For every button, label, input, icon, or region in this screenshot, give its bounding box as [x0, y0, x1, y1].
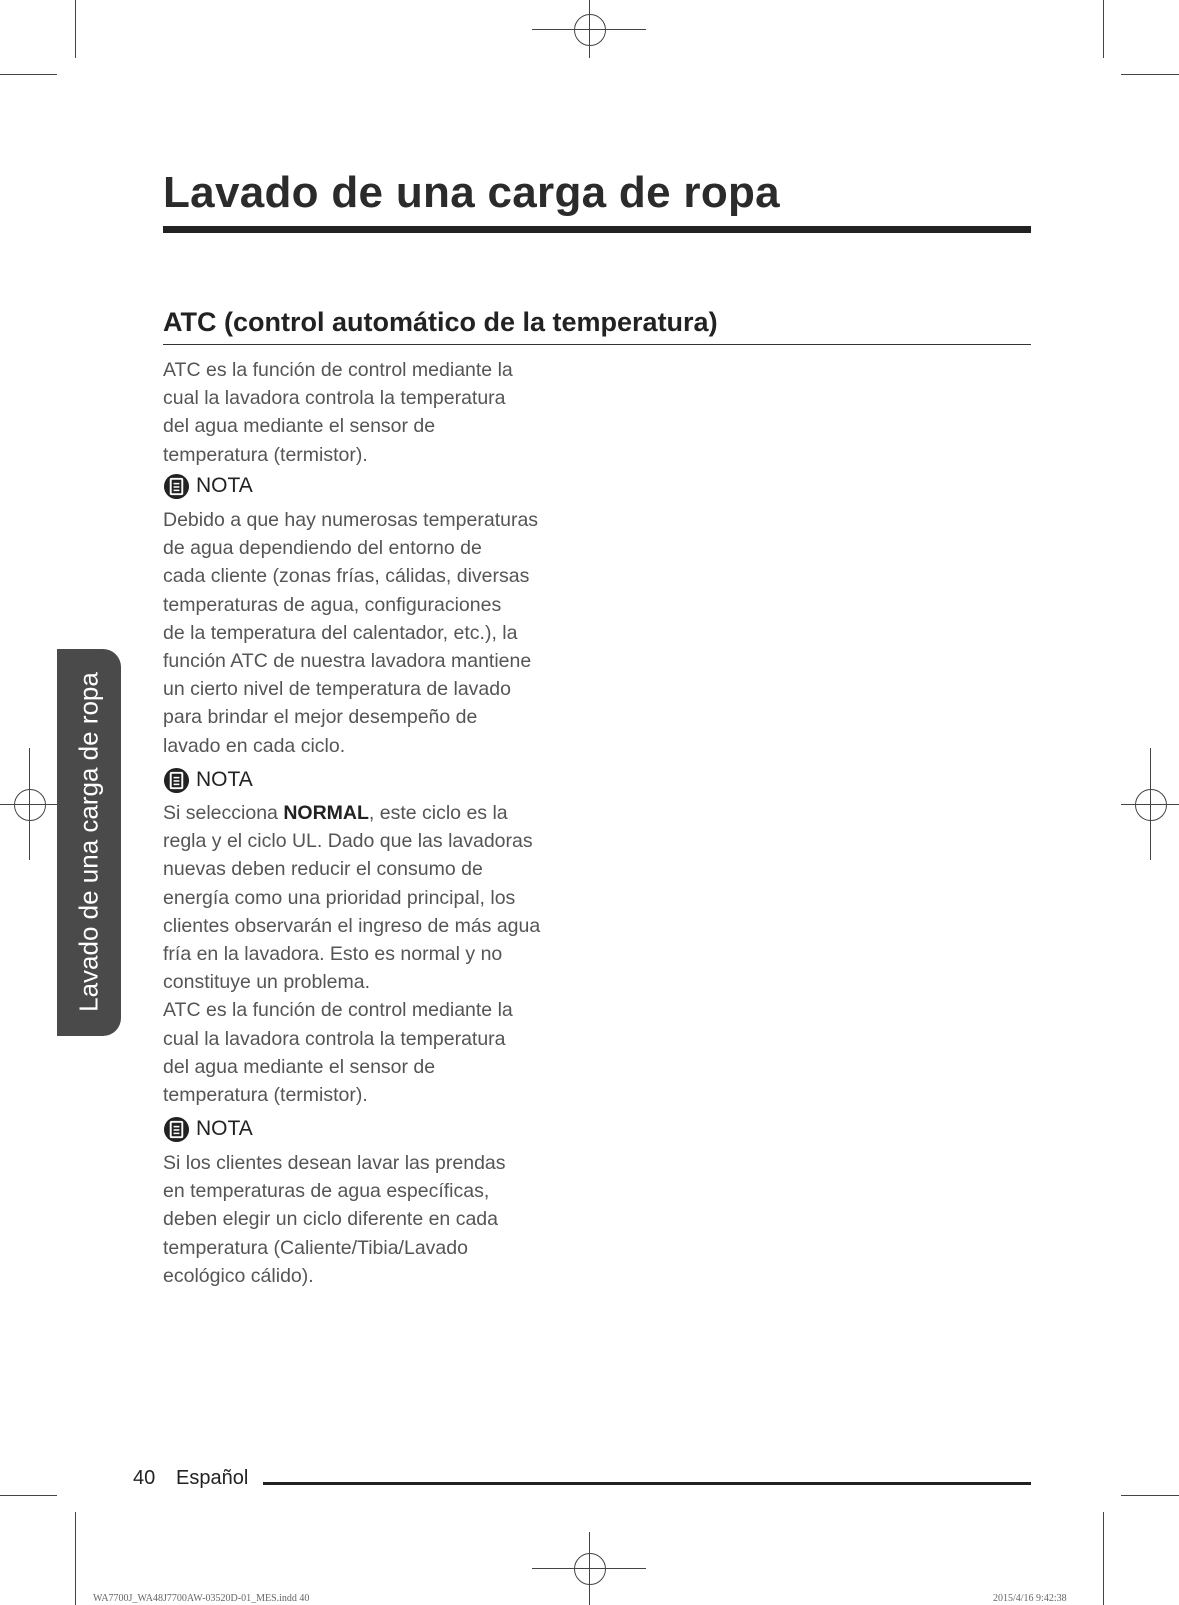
- footer-rule: [263, 1482, 1031, 1485]
- section-title: ATC (control automático de la temperatura): [163, 307, 718, 337]
- crop-mark: [75, 1512, 76, 1605]
- section-rule: [163, 344, 1031, 345]
- note-label: NOTA: [196, 1117, 253, 1140]
- note-text: Debido a que hay numerosas temperaturas de agua dependiendo del entorno de cada cliente (zonas frías, cálidas, diversas temperaturas de agua, configuraciones de la temperatura del calentador, etc.), la función ATC de nuestra lavadora mantiene un cierto nivel de temperatura de lavado para brindar el mejor desempeño de lavado en cada ciclo.: [163, 509, 539, 757]
- note-text: Si los clientes desean lavar las prendas en temperaturas de agua específicas, deben elegir un ciclo diferente en cada temperatura (Caliente/Tibia/Lavado ecológico cálido).: [163, 1152, 506, 1287]
- print-slug-file: WA7700J_WA48J7700AW-03520D-01_MES.indd 40: [93, 1593, 310, 1604]
- crop-mark: [1121, 1495, 1179, 1496]
- crop-mark: [0, 1495, 57, 1496]
- crop-mark: [75, 0, 76, 58]
- note-icon: [163, 1116, 190, 1143]
- print-slug-timestamp: 2015/4/16 9:42:38: [993, 1593, 1067, 1604]
- footer-language: Español: [176, 1467, 249, 1489]
- page-number: 40: [133, 1467, 156, 1489]
- note-label: NOTA: [196, 768, 253, 791]
- note-heading: [163, 471, 253, 501]
- intro-paragraph: ATC es la función de control mediante la cual la lavadora controla la temperatura del agua mediante el sensor de temperatura (termistor).: [163, 359, 513, 466]
- note-icon: [163, 767, 190, 794]
- registration-mark: [1135, 789, 1167, 821]
- note-heading: [163, 1114, 253, 1144]
- registration-mark: [574, 14, 606, 46]
- side-chapter-label: Lavado de una carga de ropa: [73, 672, 104, 1012]
- note-heading: [163, 765, 253, 795]
- cycle-name-normal: NORMAL: [283, 802, 369, 824]
- crop-mark: [1121, 74, 1179, 75]
- registration-mark: [574, 1553, 606, 1585]
- registration-mark: [14, 789, 46, 821]
- note-label: NOTA: [196, 474, 253, 497]
- page-title: Lavado de una carga de ropa: [163, 168, 780, 217]
- crop-mark: [1103, 0, 1104, 58]
- title-rule: [163, 226, 1031, 233]
- note-icon: [163, 473, 190, 500]
- crop-mark: [1103, 1512, 1104, 1605]
- note-text-suffix: , este ciclo es la regla y el ciclo UL. Dado que las lavadoras nuevas deben reducir el consumo de energía como una prioridad principal, los clientes observarán el ingreso de más agua fría en la lavadora. Esto es normal y no constituye un problema. ATC es la función de control mediante la cual la lavadora controla la temperatura del agua mediante el sensor de temperatura (termistor).: [163, 802, 541, 1107]
- note-text: [163, 799, 603, 1109]
- note-text-prefix: Si selecciona: [163, 802, 284, 824]
- crop-mark: [0, 74, 57, 75]
